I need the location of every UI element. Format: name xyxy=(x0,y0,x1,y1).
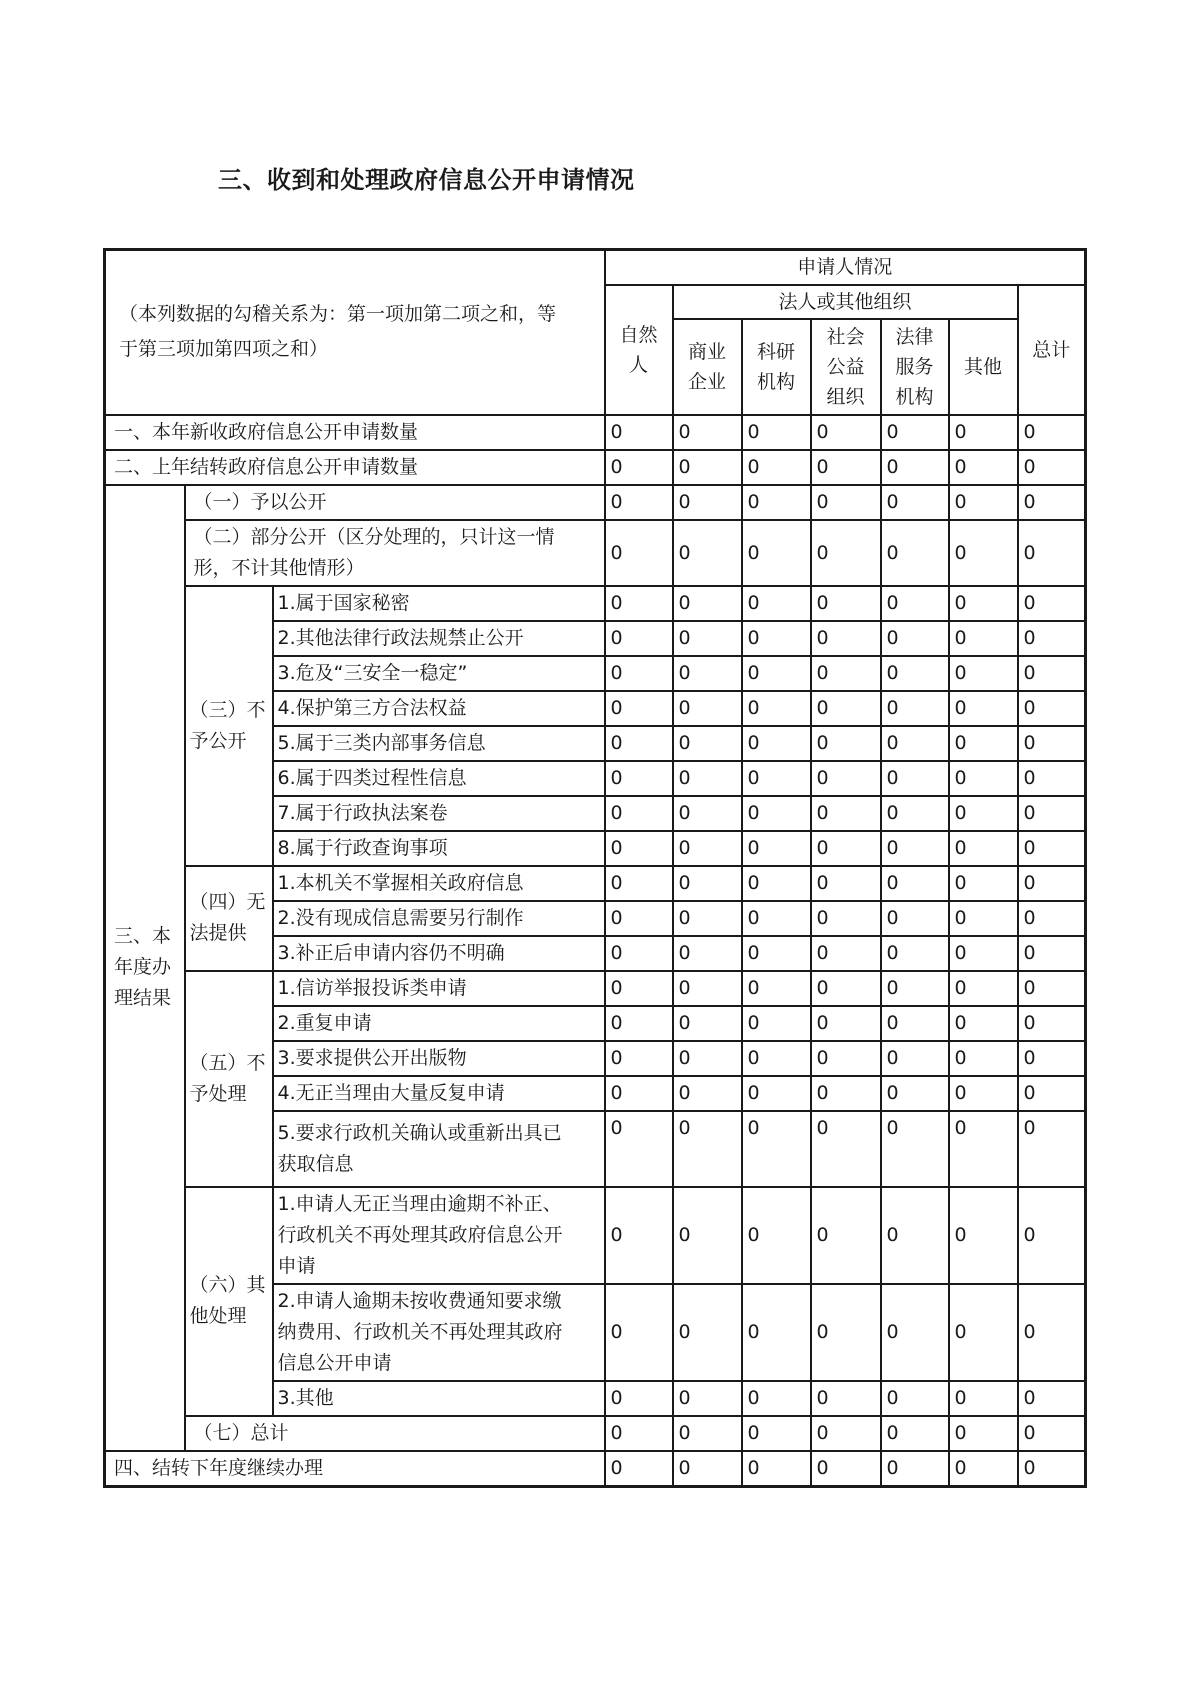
value-cell: 0 xyxy=(605,520,673,586)
value-cell: 0 xyxy=(811,450,881,485)
value-cell: 0 xyxy=(1018,936,1086,971)
value-cell: 0 xyxy=(881,1076,949,1111)
value-cell: 0 xyxy=(1018,901,1086,936)
value-cell: 0 xyxy=(949,450,1018,485)
value-cell: 0 xyxy=(949,1381,1018,1416)
value-cell: 0 xyxy=(881,1187,949,1284)
value-cell: 0 xyxy=(1018,831,1086,866)
row-label-process-info: 6.属于四类过程性信息 xyxy=(273,761,605,796)
value-cell: 0 xyxy=(605,485,673,520)
value-cell: 0 xyxy=(949,901,1018,936)
value-cell: 0 xyxy=(742,1416,811,1451)
value-cell: 0 xyxy=(742,586,811,621)
row-label-public-publication: 3.要求提供公开出版物 xyxy=(273,1041,605,1076)
value-cell: 0 xyxy=(949,691,1018,726)
group-label-not-disclosed: （三）不予公开 xyxy=(185,586,273,866)
value-cell: 0 xyxy=(742,1284,811,1381)
value-cell: 0 xyxy=(605,901,673,936)
value-cell: 0 xyxy=(605,1187,673,1284)
value-cell: 0 xyxy=(811,901,881,936)
value-cell: 0 xyxy=(742,1451,811,1487)
value-cell: 0 xyxy=(605,1416,673,1451)
value-cell: 0 xyxy=(673,971,742,1006)
value-cell: 0 xyxy=(673,656,742,691)
value-cell: 0 xyxy=(1018,971,1086,1006)
value-cell: 0 xyxy=(742,1041,811,1076)
value-cell: 0 xyxy=(881,1284,949,1381)
value-cell: 0 xyxy=(742,761,811,796)
value-cell: 0 xyxy=(811,586,881,621)
value-cell: 0 xyxy=(949,761,1018,796)
header-org-type-other: 其他 xyxy=(949,319,1018,415)
value-cell: 0 xyxy=(742,691,811,726)
value-cell: 0 xyxy=(1018,656,1086,691)
value-cell: 0 xyxy=(742,1187,811,1284)
value-cell: 0 xyxy=(811,1416,881,1451)
header-org-type-social-welfare: 社会公益组织 xyxy=(811,319,881,415)
value-cell: 0 xyxy=(881,1381,949,1416)
row-label-confirm-obtained-info: 5.要求行政机关确认或重新出具已获取信息 xyxy=(273,1111,605,1187)
value-cell: 0 xyxy=(1018,866,1086,901)
value-cell: 0 xyxy=(605,450,673,485)
row-label-subtotal: （七）总计 xyxy=(185,1416,605,1451)
value-cell: 0 xyxy=(881,1006,949,1041)
value-cell: 0 xyxy=(742,485,811,520)
value-cell: 0 xyxy=(673,586,742,621)
value-cell: 0 xyxy=(881,901,949,936)
value-cell: 0 xyxy=(673,1076,742,1111)
value-cell: 0 xyxy=(605,1006,673,1041)
value-cell: 0 xyxy=(949,1006,1018,1041)
row-label-needs-creation: 2.没有现成信息需要另行制作 xyxy=(273,901,605,936)
value-cell: 0 xyxy=(1018,796,1086,831)
row-label-fee-not-paid: 2.申请人逾期未按收费通知要求缴纳费用、行政机关不再处理其政府信息公开申请 xyxy=(273,1284,605,1381)
report-table xyxy=(103,248,1087,1488)
row-label-new-requests: 一、本年新收政府信息公开申请数量 xyxy=(105,415,605,450)
value-cell: 0 xyxy=(811,971,881,1006)
value-cell: 0 xyxy=(605,796,673,831)
value-cell: 0 xyxy=(673,901,742,936)
value-cell: 0 xyxy=(881,1041,949,1076)
value-cell: 0 xyxy=(673,831,742,866)
value-cell: 0 xyxy=(881,726,949,761)
row-label-enforcement-files: 7.属于行政执法案卷 xyxy=(273,796,605,831)
value-cell: 0 xyxy=(673,1041,742,1076)
value-cell: 0 xyxy=(673,761,742,796)
value-cell: 0 xyxy=(742,1076,811,1111)
table-row xyxy=(105,971,1086,1006)
row-label-third-party-rights: 4.保护第三方合法权益 xyxy=(273,691,605,726)
value-cell: 0 xyxy=(1018,1284,1086,1381)
value-cell: 0 xyxy=(742,1111,811,1187)
row-label-law-forbidden: 2.其他法律行政法规禁止公开 xyxy=(273,621,605,656)
value-cell: 0 xyxy=(605,1111,673,1187)
value-cell: 0 xyxy=(605,621,673,656)
value-cell: 0 xyxy=(742,415,811,450)
value-cell: 0 xyxy=(811,831,881,866)
value-cell: 0 xyxy=(673,691,742,726)
value-cell: 0 xyxy=(949,936,1018,971)
value-cell: 0 xyxy=(881,796,949,831)
value-cell: 0 xyxy=(811,1111,881,1187)
value-cell: 0 xyxy=(1018,691,1086,726)
row-label-still-unclear: 3.补正后申请内容仍不明确 xyxy=(273,936,605,971)
row-label-admin-inquiry: 8.属于行政查询事项 xyxy=(273,831,605,866)
value-cell: 0 xyxy=(605,971,673,1006)
value-cell: 0 xyxy=(742,971,811,1006)
row-label-petition-type: 1.信访举报投诉类申请 xyxy=(273,971,605,1006)
table-row xyxy=(105,485,1086,520)
value-cell: 0 xyxy=(949,1451,1018,1487)
value-cell: 0 xyxy=(673,1006,742,1041)
group-label-not-processed: （五）不予处理 xyxy=(185,971,273,1187)
value-cell: 0 xyxy=(881,485,949,520)
value-cell: 0 xyxy=(742,866,811,901)
value-cell: 0 xyxy=(673,1284,742,1381)
value-cell: 0 xyxy=(1018,415,1086,450)
value-cell: 0 xyxy=(949,415,1018,450)
value-cell: 0 xyxy=(673,726,742,761)
value-cell: 0 xyxy=(881,656,949,691)
header-total: 总计 xyxy=(1018,285,1086,415)
table-row xyxy=(105,586,1086,621)
value-cell: 0 xyxy=(605,831,673,866)
row-label-state-secret: 1.属于国家秘密 xyxy=(273,586,605,621)
value-cell: 0 xyxy=(605,691,673,726)
value-cell: 0 xyxy=(811,726,881,761)
value-cell: 0 xyxy=(949,520,1018,586)
value-cell: 0 xyxy=(605,1381,673,1416)
value-cell: 0 xyxy=(605,726,673,761)
value-cell: 0 xyxy=(605,656,673,691)
value-cell: 0 xyxy=(673,1187,742,1284)
value-cell: 0 xyxy=(742,936,811,971)
value-cell: 0 xyxy=(881,691,949,726)
table-row xyxy=(105,1187,1086,1284)
row-label-no-correction: 1.申请人无正当理由逾期不补正、行政机关不再处理其政府信息公开申请 xyxy=(273,1187,605,1284)
value-cell: 0 xyxy=(673,621,742,656)
value-cell: 0 xyxy=(1018,586,1086,621)
value-cell: 0 xyxy=(742,796,811,831)
value-cell: 0 xyxy=(881,831,949,866)
value-cell: 0 xyxy=(1018,1381,1086,1416)
value-cell: 0 xyxy=(949,1187,1018,1284)
value-cell: 0 xyxy=(742,656,811,691)
value-cell: 0 xyxy=(949,796,1018,831)
value-cell: 0 xyxy=(949,1041,1018,1076)
table-row xyxy=(105,866,1086,901)
value-cell: 0 xyxy=(673,1416,742,1451)
value-cell: 0 xyxy=(605,866,673,901)
value-cell: 0 xyxy=(673,796,742,831)
header-natural-person: 自然人 xyxy=(605,285,673,415)
value-cell: 0 xyxy=(949,726,1018,761)
value-cell: 0 xyxy=(673,866,742,901)
value-cell: 0 xyxy=(1018,1041,1086,1076)
value-cell: 0 xyxy=(811,1187,881,1284)
value-cell: 0 xyxy=(811,691,881,726)
header-org-type-research: 科研机构 xyxy=(742,319,811,415)
group-label-unable-to-provide: （四）无法提供 xyxy=(185,866,273,971)
value-cell: 0 xyxy=(881,761,949,796)
group-label-other-handling: （六）其他处理 xyxy=(185,1187,273,1416)
value-cell: 0 xyxy=(1018,1451,1086,1487)
value-cell: 0 xyxy=(881,415,949,450)
value-cell: 0 xyxy=(811,621,881,656)
table-row xyxy=(105,1416,1086,1451)
value-cell: 0 xyxy=(811,936,881,971)
table-row xyxy=(105,1451,1086,1487)
value-cell: 0 xyxy=(1018,726,1086,761)
value-cell: 0 xyxy=(881,1111,949,1187)
value-cell: 0 xyxy=(811,1006,881,1041)
row-label-partially-disclosed: （二）部分公开（区分处理的，只计这一情形，不计其他情形） xyxy=(185,520,605,586)
value-cell: 0 xyxy=(881,450,949,485)
value-cell: 0 xyxy=(811,796,881,831)
value-cell: 0 xyxy=(1018,520,1086,586)
value-cell: 0 xyxy=(1018,1187,1086,1284)
value-cell: 0 xyxy=(881,936,949,971)
value-cell: 0 xyxy=(742,1381,811,1416)
value-cell: 0 xyxy=(949,1284,1018,1381)
value-cell: 0 xyxy=(881,520,949,586)
value-cell: 0 xyxy=(1018,1076,1086,1111)
row-label-disclosed: （一）予以公开 xyxy=(185,485,605,520)
value-cell: 0 xyxy=(811,1041,881,1076)
value-cell: 0 xyxy=(673,520,742,586)
value-cell: 0 xyxy=(949,1416,1018,1451)
table-row xyxy=(105,450,1086,485)
value-cell: 0 xyxy=(605,415,673,450)
value-cell: 0 xyxy=(673,450,742,485)
value-cell: 0 xyxy=(605,586,673,621)
value-cell: 0 xyxy=(949,1076,1018,1111)
value-cell: 0 xyxy=(605,1041,673,1076)
value-cell: 0 xyxy=(881,971,949,1006)
value-cell: 0 xyxy=(949,485,1018,520)
value-cell: 0 xyxy=(881,586,949,621)
row-label-endanger-stability: 3.危及“三安全一稳定” xyxy=(273,656,605,691)
value-cell: 0 xyxy=(742,450,811,485)
value-cell: 0 xyxy=(673,1111,742,1187)
value-cell: 0 xyxy=(811,1381,881,1416)
value-cell: 0 xyxy=(949,621,1018,656)
value-cell: 0 xyxy=(673,1381,742,1416)
value-cell: 0 xyxy=(742,1006,811,1041)
value-cell: 0 xyxy=(881,1451,949,1487)
value-cell: 0 xyxy=(742,726,811,761)
group-label-year-results: 三、本年度办理结果 xyxy=(105,485,185,1451)
value-cell: 0 xyxy=(1018,1416,1086,1451)
row-label-other: 3.其他 xyxy=(273,1381,605,1416)
row-label-unjustified-repeated: 4.无正当理由大量反复申请 xyxy=(273,1076,605,1111)
header-org-type-legal-service: 法律服务机构 xyxy=(881,319,949,415)
table-row xyxy=(105,520,1086,586)
row-label-no-info-held: 1.本机关不掌握相关政府信息 xyxy=(273,866,605,901)
row-label-carried-to-next-year: 四、结转下年度继续办理 xyxy=(105,1451,605,1487)
value-cell: 0 xyxy=(1018,621,1086,656)
value-cell: 0 xyxy=(949,656,1018,691)
value-cell: 0 xyxy=(1018,1006,1086,1041)
value-cell: 0 xyxy=(811,1451,881,1487)
value-cell: 0 xyxy=(881,621,949,656)
row-label-repeat-request: 2.重复申请 xyxy=(273,1006,605,1041)
table-row xyxy=(105,415,1086,450)
value-cell: 0 xyxy=(605,761,673,796)
value-cell: 0 xyxy=(673,936,742,971)
value-cell: 0 xyxy=(742,520,811,586)
value-cell: 0 xyxy=(742,901,811,936)
value-cell: 0 xyxy=(949,831,1018,866)
header-legal-or-other-org: 法人或其他组织 xyxy=(673,285,1018,319)
value-cell: 0 xyxy=(811,415,881,450)
value-cell: 0 xyxy=(605,1451,673,1487)
value-cell: 0 xyxy=(605,1076,673,1111)
value-cell: 0 xyxy=(1018,450,1086,485)
value-cell: 0 xyxy=(881,866,949,901)
value-cell: 0 xyxy=(811,656,881,691)
value-cell: 0 xyxy=(811,761,881,796)
value-cell: 0 xyxy=(1018,485,1086,520)
row-label-carried-from-last-year: 二、上年结转政府信息公开申请数量 xyxy=(105,450,605,485)
value-cell: 0 xyxy=(811,866,881,901)
value-cell: 0 xyxy=(673,415,742,450)
value-cell: 0 xyxy=(605,1284,673,1381)
value-cell: 0 xyxy=(949,586,1018,621)
value-cell: 0 xyxy=(1018,761,1086,796)
value-cell: 0 xyxy=(811,1284,881,1381)
value-cell: 0 xyxy=(881,1416,949,1451)
row-label-internal-affairs: 5.属于三类内部事务信息 xyxy=(273,726,605,761)
value-cell: 0 xyxy=(811,520,881,586)
value-cell: 0 xyxy=(1018,1111,1086,1187)
value-cell: 0 xyxy=(811,485,881,520)
value-cell: 0 xyxy=(811,1076,881,1111)
value-cell: 0 xyxy=(742,831,811,866)
page-title: 三、收到和处理政府信息公开申请情况 xyxy=(218,166,635,194)
value-cell: 0 xyxy=(673,485,742,520)
header-applicant-status: 申请人情况 xyxy=(605,250,1086,285)
value-cell: 0 xyxy=(949,866,1018,901)
value-cell: 0 xyxy=(949,971,1018,1006)
corner-note: （本列数据的勾稽关系为：第一项加第二项之和，等于第三项加第四项之和） xyxy=(105,250,605,415)
value-cell: 0 xyxy=(673,1451,742,1487)
table-row xyxy=(105,250,1086,285)
value-cell: 0 xyxy=(949,1111,1018,1187)
value-cell: 0 xyxy=(742,621,811,656)
header-org-type-commercial: 商业企业 xyxy=(673,319,742,415)
value-cell: 0 xyxy=(605,936,673,971)
